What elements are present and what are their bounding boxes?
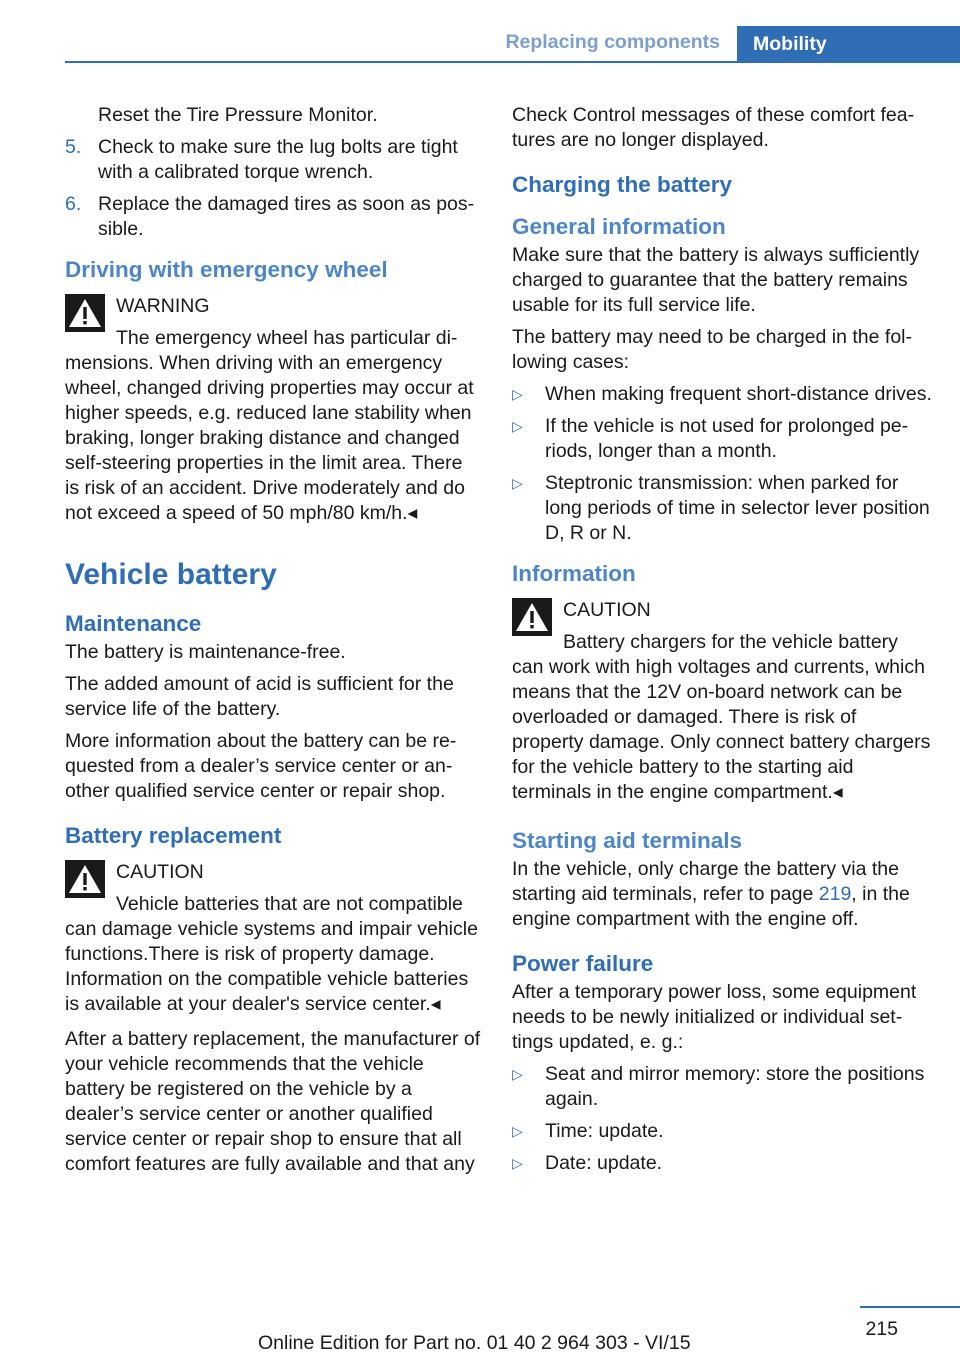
page-reference-link[interactable]: 219	[818, 883, 852, 905]
list-item-text: Steptronic transmission: when parked for long periods of time in selector lever position D, R or N.	[545, 472, 930, 544]
step-text: Replace the damaged tires as soon as possible.	[98, 193, 475, 240]
list-item-text: If the vehicle is not used for prolonged periods, longer than a month.	[545, 415, 909, 462]
paragraph: After a battery replacement, the manufacturer of your vehicle recommends that the vehicle battery be registered on the vehicle by a dealer’s service center or another qualified service center or repair shop to ensure that all comfort features are fully available and that any	[65, 1028, 481, 1175]
warning-box	[65, 294, 481, 526]
warning-triangle-icon	[512, 598, 552, 636]
caution-text	[65, 892, 481, 1017]
paragraph: The battery may need to be charged in the following cases:	[512, 326, 912, 373]
step-item	[65, 135, 481, 185]
paragraph: The battery is maintenance-free.	[65, 641, 346, 663]
paragraph: More information about the battery can be requested from a dealer’s service center or another qualified service center or repair shop.	[65, 730, 457, 802]
heading-maintenance: Maintenance	[65, 611, 202, 636]
caution-title: CAUTION	[116, 861, 204, 883]
cases-list	[512, 382, 932, 546]
caution-box	[512, 598, 932, 805]
heading-general-information: General information	[512, 214, 726, 239]
list-item	[512, 1151, 932, 1176]
caution-body: Vehicle batteries that are not compatible can damage vehicle systems and impair vehicle functions.There is risk of property damage. Information on the compatible vehicle batteries is available at your dealer's service center.◂	[65, 893, 478, 1015]
list-item	[512, 414, 932, 464]
triangle-bullet-icon: ▷	[512, 1155, 523, 1171]
list-item-text: Time: update.	[545, 1120, 664, 1142]
list-item	[512, 471, 932, 546]
footer-edition: Online Edition for Part no. 01 40 2 964 303 - VI/15	[258, 1332, 691, 1354]
heading-battery-replacement: Battery replacement	[65, 823, 282, 848]
heading-charging-battery: Charging the battery	[512, 172, 733, 197]
header-chapter-tab: Mobility	[737, 26, 960, 63]
triangle-bullet-icon: ▷	[512, 386, 523, 402]
power-items-list	[512, 1062, 932, 1176]
list-item-text: When making frequent short-distance drives.	[545, 383, 932, 405]
warning-body: The emergency wheel has particular dimensions. When driving with an emergency wheel, changed driving properties may occur at higher speeds, e.g. reduced lane stability when braking, longer braking distance and changed self-steering properties in the limit area. There is risk of an accident. Drive moderately and do not exceed a speed of 50 mph/80 km/h.◂	[65, 327, 474, 524]
caution-body: Battery chargers for the vehicle battery can work with high voltages and currents, which means that the 12V on-board network can be overloaded or damaged. There is risk of property damage. Only connect battery chargers for the vehicle battery to the starting aid terminals in the engine compartment.◂	[512, 631, 931, 803]
heading-vehicle-battery: Vehicle battery	[65, 558, 277, 591]
heading-information: Information	[512, 561, 636, 586]
list-item	[512, 1062, 932, 1112]
step-item	[65, 192, 481, 242]
step-number: 6.	[65, 193, 82, 215]
caution-box	[65, 860, 481, 1017]
triangle-bullet-icon: ▷	[512, 1066, 523, 1082]
paragraph: Check Control messages of these comfort features are no longer displayed.	[512, 104, 915, 151]
list-item	[512, 382, 932, 407]
caution-text	[512, 630, 932, 805]
header-rule	[65, 61, 960, 63]
triangle-bullet-icon: ▷	[512, 1123, 523, 1139]
list-item-text: Seat and mirror memory: store the positions again.	[545, 1063, 925, 1110]
triangle-bullet-icon: ▷	[512, 418, 523, 434]
paragraph	[512, 857, 932, 932]
triangle-bullet-icon: ▷	[512, 475, 523, 491]
caution-title: CAUTION	[563, 599, 651, 621]
heading-starting-aid-terminals: Starting aid terminals	[512, 828, 743, 853]
page-number: 215	[865, 1318, 898, 1340]
heading-emergency-wheel: Driving with emergency wheel	[65, 257, 388, 282]
steps-list	[65, 135, 481, 242]
paragraph: Make sure that the battery is always sufficiently charged to guarantee that the battery remains usable for its full service life.	[512, 244, 920, 316]
step-number: 5.	[65, 136, 82, 158]
warning-triangle-icon	[65, 860, 105, 898]
paragraph: After a temporary power loss, some equipment needs to be newly initialized or individual settings updated, e. g.:	[512, 981, 917, 1053]
footer-rule	[860, 1306, 960, 1308]
step-text: Check to make sure the lug bolts are tight with a calibrated torque wrench.	[98, 136, 458, 183]
right-column	[512, 103, 932, 1183]
text-run: In the vehicle, only charge the battery via the starting aid terminals, refer to page	[512, 858, 899, 905]
text-run: , in the engine compartment with the engine off.	[512, 883, 910, 930]
list-item-text: Date: update.	[545, 1152, 663, 1174]
heading-power-failure: Power failure	[512, 951, 654, 976]
warning-triangle-icon	[65, 294, 105, 332]
list-item	[512, 1119, 932, 1144]
left-column	[65, 103, 481, 1184]
warning-title: WARNING	[116, 295, 210, 317]
header-section-label: Replacing components	[505, 31, 720, 53]
continued-step-text: Reset the Tire Pressure Monitor.	[98, 104, 378, 126]
warning-text	[65, 326, 481, 526]
paragraph: The added amount of acid is sufficient for the service life of the battery.	[65, 673, 454, 720]
